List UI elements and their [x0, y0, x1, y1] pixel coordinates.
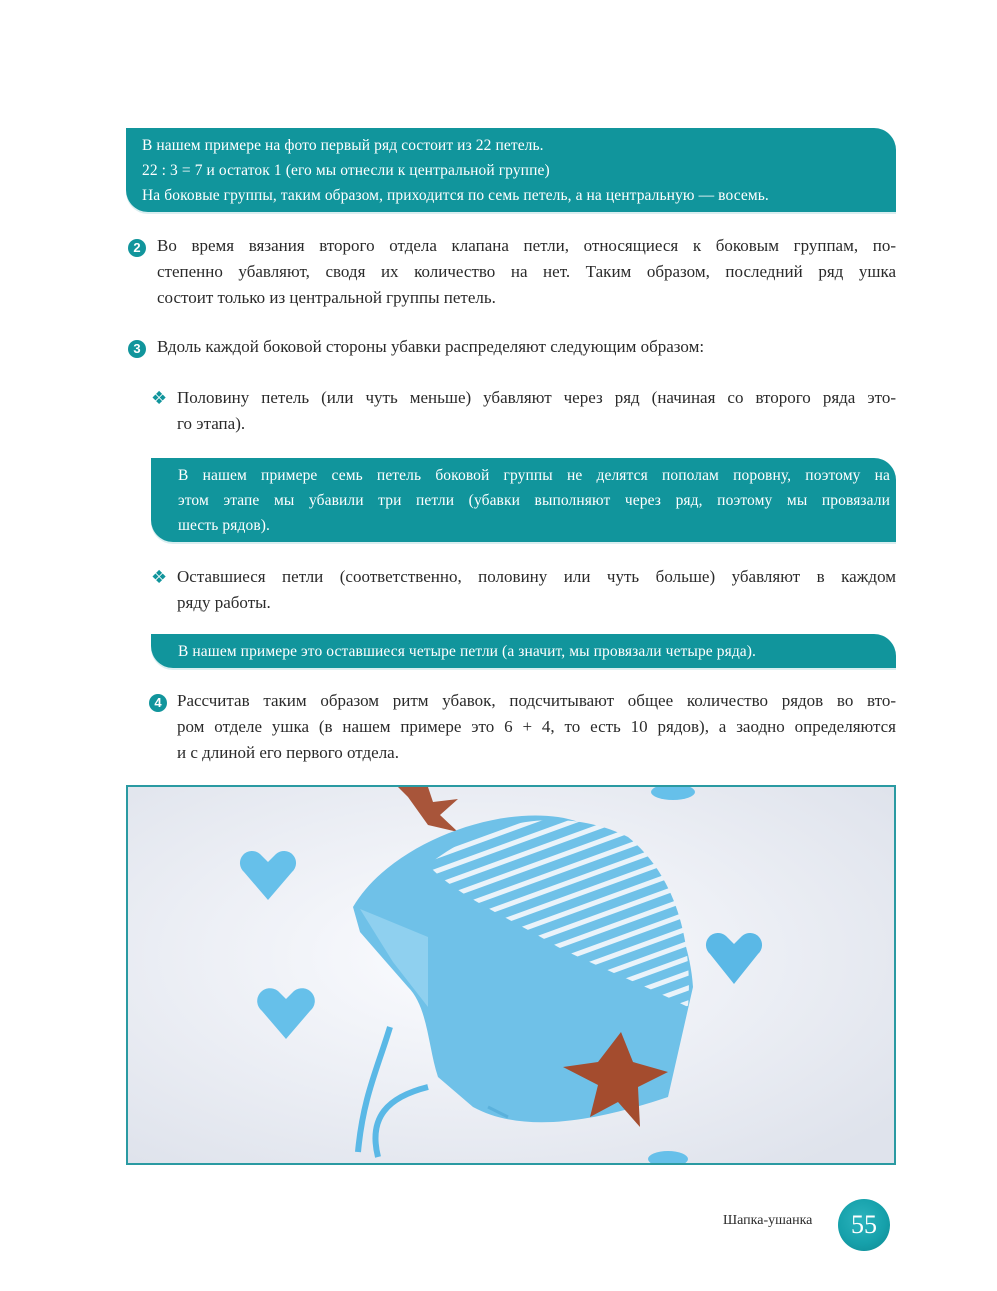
hat-photo [126, 785, 896, 1165]
note-line: 22 : 3 = 7 и остаток 1 (его мы отнесли к центральной группе) [142, 162, 550, 179]
note-line: На боковые группы, таким образом, приходится по семь петель, а на центральную — восемь. [142, 187, 769, 204]
step-line: ром отделе ушка (в нашем примере это 6 + 4, то есть 10 рядов), а заодно определяются [177, 717, 896, 736]
example-note-box-3 [151, 634, 896, 668]
number-circle-icon: 3 [128, 340, 146, 358]
step-3-paragraph [157, 334, 896, 360]
example-note-box-1 [126, 128, 896, 212]
bullet-line: го этапа). [177, 414, 246, 433]
example-note-box-2 [151, 458, 896, 542]
bullet-2-paragraph [177, 564, 896, 616]
step-line: Вдоль каждой боковой стороны убавки распределяют следующим образом: [157, 337, 705, 356]
step-line: Во время вязания второго отдела клапана петли, относящиеся к боковым группам, по- [157, 236, 896, 255]
step-line: степенно убавляют, сводя их количество на нет. Таким образом, последний ряд ушка [157, 262, 896, 281]
page-number-badge: 55 [838, 1199, 890, 1251]
bullet-1-paragraph [177, 385, 896, 437]
diamond-bullet-icon: ❖ [151, 388, 168, 409]
bullet-line: ряду работы. [177, 593, 271, 612]
note-line: шесть рядов). [178, 517, 270, 534]
diamond-bullet-icon: ❖ [151, 567, 168, 588]
step-line: и с длиной его первого отдела. [177, 743, 399, 762]
note-line: этом этапе мы убавили три петли (убавки выполняют через ряд, поэтому мы провязали [178, 492, 890, 509]
hat-photo-illustration [128, 787, 894, 1163]
bullet-line: Оставшиеся петли (соответственно, половину или чуть больше) убавляют в каждом [177, 567, 896, 586]
note-line: В нашем примере семь петель боковой группы не делятся пополам поровну, поэтому на [178, 467, 890, 484]
number-circle-icon: 4 [149, 694, 167, 712]
step-4-paragraph [177, 688, 896, 766]
step-2-paragraph [157, 233, 896, 311]
number-circle-icon: 2 [128, 239, 146, 257]
step-line: состоит только из центральной группы петель. [157, 288, 496, 307]
note-line: В нашем примере это оставшиеся четыре петли (а значит, мы провязали четыре ряда). [178, 643, 757, 660]
note-line: В нашем примере на фото первый ряд состоит из 22 петель. [142, 137, 544, 154]
step-line: Рассчитав таким образом ритм убавок, подсчитывают общее количество рядов во вто- [177, 691, 896, 710]
bullet-line: Половину петель (или чуть меньше) убавляют через ряд (начиная со второго ряда это- [177, 388, 896, 407]
section-title: Шапка-ушанка [723, 1213, 813, 1228]
